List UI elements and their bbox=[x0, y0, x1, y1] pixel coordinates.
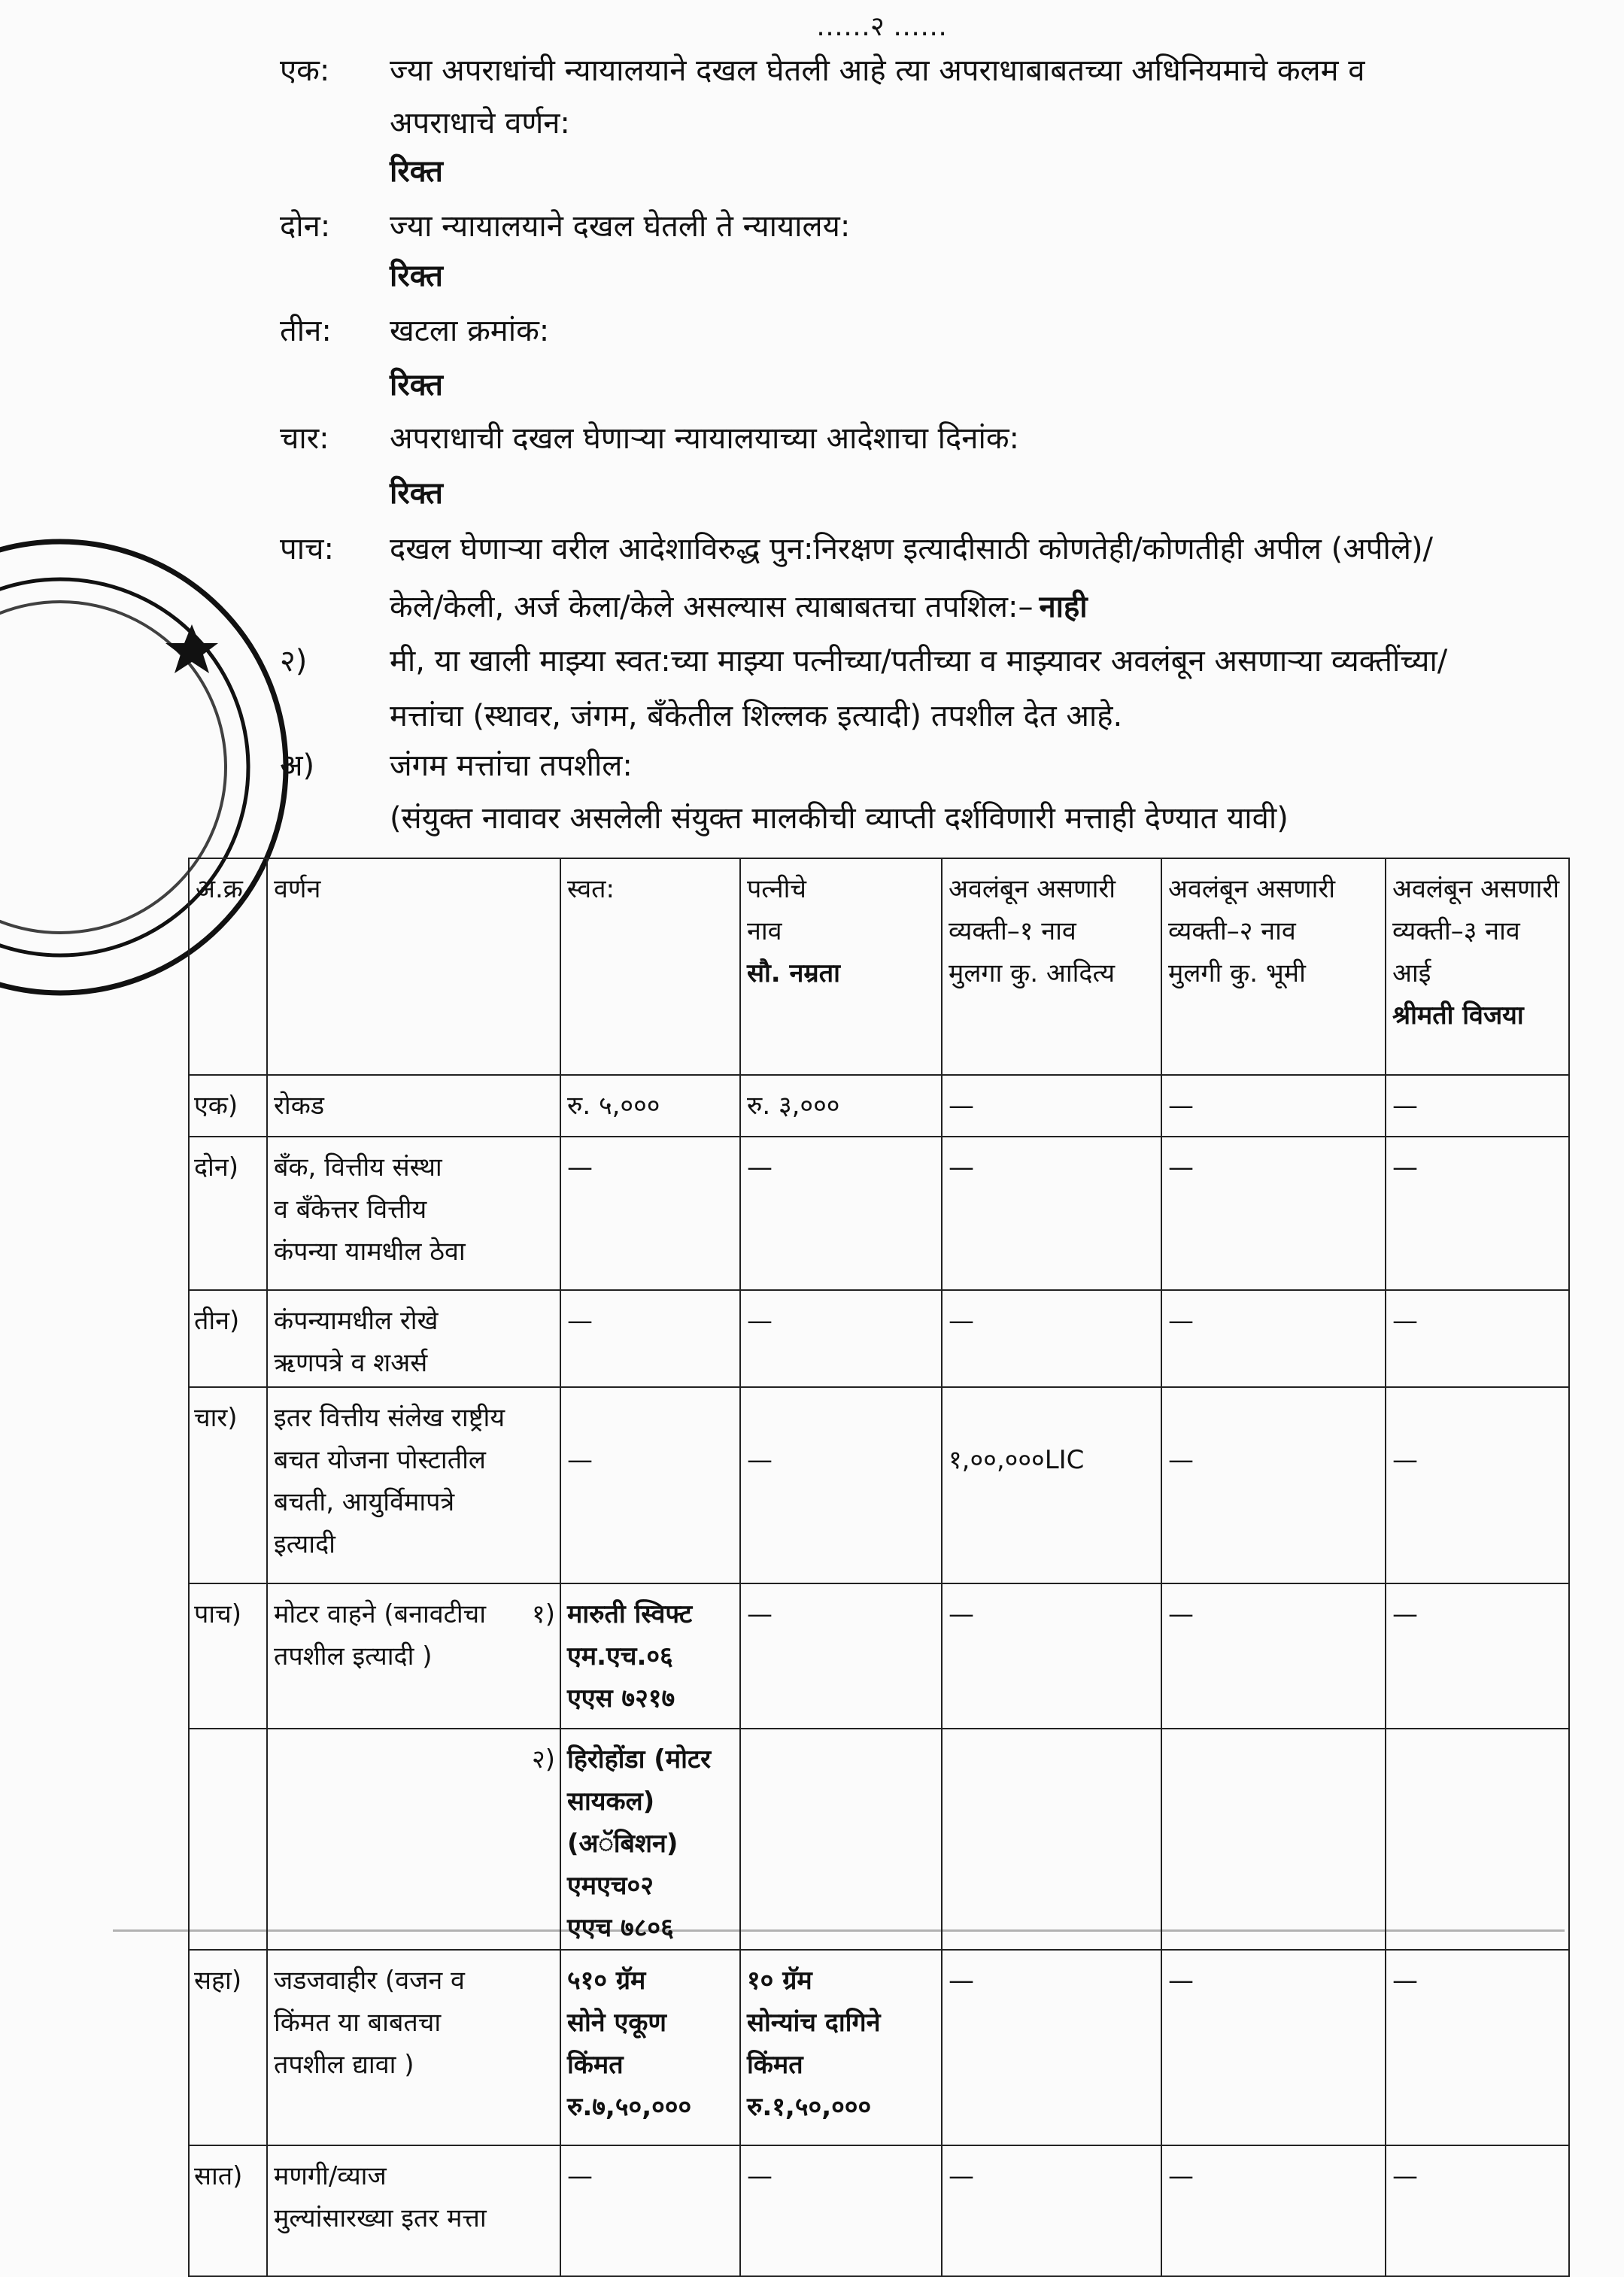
cell-line: बचत योजना पोस्टातील bbox=[274, 1445, 486, 1475]
cell-line: किंमत bbox=[567, 2050, 624, 2080]
section-answer: रिक्त bbox=[390, 154, 443, 189]
cell-line: एम.एच.०६ bbox=[567, 1641, 673, 1671]
table-row bbox=[189, 1387, 1569, 1583]
cell-line: — bbox=[949, 1966, 974, 1996]
cell-line: बचती, आयुर्विमापत्रे bbox=[274, 1487, 455, 1517]
cell-wife bbox=[740, 1387, 942, 1583]
cell-line: — bbox=[949, 2161, 974, 2191]
column-header bbox=[189, 858, 267, 1075]
column-header bbox=[560, 858, 740, 1075]
section-answer: रिक्त bbox=[390, 259, 443, 293]
cell-self bbox=[560, 1387, 740, 1583]
cell-line: — bbox=[949, 1152, 974, 1183]
table-row bbox=[189, 1583, 1569, 1729]
declaration-line: मत्तांचा (स्थावर, जंगम, बँकेतील शिल्लक इत्यादी) तपशील देत आहे. bbox=[390, 699, 1123, 733]
cell-self bbox=[560, 2145, 740, 2276]
cell-line: — bbox=[567, 1306, 593, 1336]
cell-line: — bbox=[1168, 2161, 1194, 2191]
cell-d2 bbox=[1161, 2145, 1386, 2276]
cell-d2 bbox=[1161, 1950, 1386, 2145]
cell-line: तपशील द्यावा ) bbox=[274, 2050, 414, 2080]
row-number: सहा) bbox=[194, 1966, 242, 1996]
cell-line: रु. ५,००० bbox=[567, 1091, 660, 1121]
column-header-line: अवलंबून असणारी bbox=[1168, 874, 1336, 904]
section-label: एक: bbox=[280, 53, 330, 88]
cell-line: सोने एकूण bbox=[567, 2008, 666, 2038]
column-header bbox=[267, 858, 560, 1075]
column-header-line: व्यक्ती–१ नाव bbox=[949, 916, 1076, 946]
cell-line: रु.७,५०,००० bbox=[567, 2092, 692, 2122]
cell-d3 bbox=[1386, 1950, 1569, 2145]
cell-line: — bbox=[1392, 1091, 1418, 1121]
column-header-line: व्यक्ती–२ नाव bbox=[1168, 916, 1296, 946]
cell-line: — bbox=[1168, 1091, 1194, 1121]
section-question: अपराधाचे वर्णन: bbox=[390, 106, 570, 141]
cell-line: सोन्यांच दागिने bbox=[747, 2008, 881, 2038]
cell-self bbox=[560, 1583, 740, 1729]
table-row bbox=[189, 1075, 1569, 1137]
section-question: ज्या न्यायालयाने दखल घेतली ते न्यायालय: bbox=[390, 209, 851, 244]
cell-desc bbox=[267, 1075, 560, 1137]
table-row bbox=[189, 1729, 1569, 1950]
cell-d1 bbox=[942, 1290, 1161, 1387]
cell-line: — bbox=[1392, 1599, 1418, 1629]
cell-line: — bbox=[1392, 2161, 1418, 2191]
cell-desc bbox=[267, 1583, 560, 1729]
row-number: चार) bbox=[194, 1403, 238, 1433]
column-header-line: श्रीमती विजया bbox=[1392, 1000, 1524, 1031]
cell-wife bbox=[740, 1137, 942, 1290]
section-label: पाच: bbox=[280, 532, 334, 566]
cell-line bbox=[1168, 1397, 1380, 1439]
cell-line: — bbox=[949, 1306, 974, 1336]
cell-d1 bbox=[942, 1729, 1161, 1950]
cell-d1 bbox=[942, 2145, 1161, 2276]
section-answer: रिक्त bbox=[390, 476, 443, 511]
row-number: पाच) bbox=[194, 1599, 241, 1629]
section-question-line bbox=[390, 587, 1088, 627]
vehicle-item-marker: १) bbox=[532, 1599, 555, 1629]
section-answer: रिक्त bbox=[390, 368, 443, 402]
section-label: दोन: bbox=[280, 209, 331, 244]
column-header-line: नाव bbox=[747, 916, 782, 946]
cell-no bbox=[189, 2145, 267, 2276]
cell-line: — bbox=[1392, 1966, 1418, 1996]
cell-d1 bbox=[942, 1075, 1161, 1137]
cell-line: इतर वित्तीय संलेख राष्ट्रीय bbox=[274, 1403, 505, 1433]
table-row bbox=[189, 1950, 1569, 2145]
cell-line: ५१० ग्रॅम bbox=[567, 1966, 646, 1996]
cell-line: (अॅबिशन) bbox=[567, 1829, 678, 1859]
cell-d2 bbox=[1161, 1729, 1386, 1950]
cell-line bbox=[567, 1397, 735, 1439]
cell-line: — bbox=[1168, 1599, 1194, 1629]
column-header bbox=[1386, 858, 1569, 1075]
cell-wife bbox=[740, 1950, 942, 2145]
table-row bbox=[189, 2145, 1569, 2276]
cell-self bbox=[560, 1290, 740, 1387]
cell-line: — bbox=[949, 1091, 974, 1121]
table-row bbox=[189, 1290, 1569, 1387]
cell-line: तपशील इत्यादी ) bbox=[274, 1641, 433, 1671]
cell-line: — bbox=[567, 1445, 593, 1475]
cell-d3 bbox=[1386, 1290, 1569, 1387]
cell-line: बँक, वित्तीय संस्था bbox=[274, 1152, 442, 1183]
cell-no bbox=[189, 1387, 267, 1583]
section-question: ज्या अपराधांची न्यायालयाने दखल घेतली आहे त्या अपराधाबाबतच्या अधिनियमाचे कलम व bbox=[390, 53, 1365, 88]
cell-desc bbox=[267, 1950, 560, 2145]
cell-self bbox=[560, 1137, 740, 1290]
cell-line: १,००,०००LIC bbox=[949, 1445, 1085, 1475]
column-header-line: अवलंबून असणारी bbox=[1392, 874, 1560, 904]
cell-line bbox=[1392, 1397, 1564, 1439]
section-label: चार: bbox=[280, 421, 329, 456]
subsection-title: जंगम मत्तांचा तपशील: bbox=[390, 748, 633, 783]
cell-no bbox=[189, 1137, 267, 1290]
cell-line: — bbox=[747, 1599, 773, 1629]
cell-desc bbox=[267, 2145, 560, 2276]
column-header-line: सौ. नम्रता bbox=[747, 958, 840, 988]
cell-line: कंपन्या यामधील ठेवा bbox=[274, 1237, 466, 1267]
column-header bbox=[942, 858, 1161, 1075]
cell-d3 bbox=[1386, 1137, 1569, 1290]
subsection-marker: अ) bbox=[280, 748, 315, 783]
column-header-line: पत्नीचे bbox=[747, 874, 807, 904]
cell-line: किंमत bbox=[747, 2050, 803, 2080]
cell-wife bbox=[740, 1729, 942, 1950]
cell-d1 bbox=[942, 1583, 1161, 1729]
cell-line: ऋणपत्रे व शअर्स bbox=[274, 1348, 428, 1378]
cell-line: — bbox=[1168, 1306, 1194, 1336]
cell-line bbox=[274, 1738, 555, 1781]
movable-assets-table bbox=[188, 858, 1570, 2277]
cell-line: मोटर वाहने (बनावटीचा bbox=[274, 1599, 487, 1629]
cell-line bbox=[949, 1397, 1156, 1439]
section-label: तीन: bbox=[280, 314, 332, 348]
cell-d2 bbox=[1161, 1075, 1386, 1137]
cell-no bbox=[189, 1950, 267, 2145]
cell-d2 bbox=[1161, 1387, 1386, 1583]
cell-d3 bbox=[1386, 1075, 1569, 1137]
column-header-line: अ.क्र. bbox=[196, 874, 251, 904]
column-header-line: वर्णन bbox=[274, 874, 321, 904]
cell-line bbox=[747, 1738, 936, 1781]
table-header-row bbox=[189, 858, 1569, 1075]
cell-line: — bbox=[1168, 1966, 1194, 1996]
cell-line: — bbox=[1168, 1152, 1194, 1183]
cell-line: व बँकेत्तर वित्तीय bbox=[274, 1195, 427, 1225]
cell-no bbox=[189, 1729, 267, 1950]
table-row bbox=[189, 1137, 1569, 1290]
page-number-marker: ……२ …… bbox=[816, 11, 948, 42]
cell-desc bbox=[267, 1290, 560, 1387]
cell-line: — bbox=[1392, 1152, 1418, 1183]
column-header-line: मुलगी कु. भूमी bbox=[1168, 958, 1306, 988]
cell-line: हिरोहोंडा (मोटर सायकल) bbox=[567, 1744, 711, 1817]
joint-ownership-note: (संयुक्त नावावर असलेली संयुक्त मालकीची व्याप्ती दर्शविणारी मत्ताही देण्यात यावी) bbox=[390, 801, 1289, 836]
column-header-line: स्वत: bbox=[567, 874, 615, 904]
cell-d1 bbox=[942, 1137, 1161, 1290]
cell-line: — bbox=[949, 1599, 974, 1629]
column-header-line: मुलगा कु. आदित्य bbox=[949, 958, 1116, 988]
cell-line: किंमत या बाबतचा bbox=[274, 2008, 442, 2038]
cell-line: १० ग्रॅम bbox=[747, 1966, 812, 1996]
row-number: सात) bbox=[194, 2161, 243, 2191]
cell-line: — bbox=[1168, 1445, 1194, 1475]
column-header bbox=[1161, 858, 1386, 1075]
column-header-line: आई bbox=[1392, 958, 1431, 988]
cell-line bbox=[1392, 1738, 1564, 1781]
section-answer: नाही bbox=[1039, 590, 1088, 624]
cell-line: मणगी/व्याज bbox=[274, 2161, 387, 2191]
cell-no bbox=[189, 1583, 267, 1729]
section-question: केले/केली, अर्ज केला/केले असल्यास त्याबाबतचा तपशिल:– bbox=[390, 590, 1034, 624]
cell-wife bbox=[740, 2145, 942, 2276]
cell-d3 bbox=[1386, 1729, 1569, 1950]
cell-d2 bbox=[1161, 1290, 1386, 1387]
cell-line: — bbox=[747, 1445, 773, 1475]
cell-wife bbox=[740, 1290, 942, 1387]
column-header-line: व्यक्ती–३ नाव bbox=[1392, 916, 1520, 946]
cell-line: — bbox=[1392, 1445, 1418, 1475]
cell-d1 bbox=[942, 1950, 1161, 2145]
row-number: एक) bbox=[194, 1091, 238, 1121]
cell-line: एएच ७८०६ bbox=[567, 1913, 674, 1943]
cell-line: मुल्यांसारख्या इतर मत्ता bbox=[274, 2203, 487, 2233]
cell-line: कंपन्यामधील रोखे bbox=[274, 1306, 439, 1336]
cell-line: जडजवाहीर (वजन व bbox=[274, 1966, 465, 1996]
cell-wife bbox=[740, 1583, 942, 1729]
cell-line: एएस ७२१७ bbox=[567, 1683, 675, 1714]
cell-desc bbox=[267, 1729, 560, 1950]
cell-desc bbox=[267, 1387, 560, 1583]
section-question: खटला क्रमांक: bbox=[390, 314, 550, 348]
column-header bbox=[740, 858, 942, 1075]
row-number: दोन) bbox=[194, 1152, 238, 1183]
cell-d3 bbox=[1386, 1387, 1569, 1583]
declaration-line: मी, या खाली माझ्या स्वत:च्या माझ्या पत्नीच्या/पतीच्या व माझ्यावर अवलंबून असणाऱ्या व्यक्तींच्या/ bbox=[390, 644, 1448, 679]
cell-desc bbox=[267, 1137, 560, 1290]
cell-line: मारुती स्विफ्ट bbox=[567, 1599, 693, 1629]
cell-self bbox=[560, 1950, 740, 2145]
cell-no bbox=[189, 1290, 267, 1387]
cell-line bbox=[949, 1738, 1156, 1781]
section-question: दखल घेणाऱ्या वरील आदेशाविरुद्ध पुन:निरक्षण इत्यादीसाठी कोणतेही/कोणतीही अपील (अपीले)/ bbox=[390, 532, 1434, 566]
cell-line: रु. ३,००० bbox=[747, 1091, 840, 1121]
cell-d2 bbox=[1161, 1583, 1386, 1729]
row-number: तीन) bbox=[194, 1306, 240, 1336]
cell-self bbox=[560, 1729, 740, 1950]
cell-d2 bbox=[1161, 1137, 1386, 1290]
cell-line: — bbox=[567, 2161, 593, 2191]
section-question: अपराधाची दखल घेणाऱ्या न्यायालयाच्या आदेशाचा दिनांक: bbox=[390, 421, 1020, 456]
cell-line: रु.१,५०,००० bbox=[747, 2092, 872, 2122]
cell-d3 bbox=[1386, 1583, 1569, 1729]
cell-line: — bbox=[747, 1152, 773, 1183]
cell-line: एमएच०२ bbox=[567, 1871, 654, 1901]
cell-line: — bbox=[1392, 1306, 1418, 1336]
cell-line: इत्यादी bbox=[274, 1529, 335, 1559]
cell-line bbox=[1168, 1738, 1380, 1781]
cell-line bbox=[747, 1397, 936, 1439]
cell-no bbox=[189, 1075, 267, 1137]
column-header-line: अवलंबून असणारी bbox=[949, 874, 1116, 904]
cell-d1 bbox=[942, 1387, 1161, 1583]
cell-line: — bbox=[747, 1306, 773, 1336]
vehicle-item-marker: २) bbox=[532, 1744, 555, 1775]
cell-line: — bbox=[747, 2161, 773, 2191]
cell-d3 bbox=[1386, 2145, 1569, 2276]
cell-line: रोकड bbox=[274, 1091, 325, 1121]
declaration-marker: २) bbox=[280, 644, 308, 679]
cell-wife bbox=[740, 1075, 942, 1137]
cell-line: — bbox=[567, 1152, 593, 1183]
cell-self bbox=[560, 1075, 740, 1137]
